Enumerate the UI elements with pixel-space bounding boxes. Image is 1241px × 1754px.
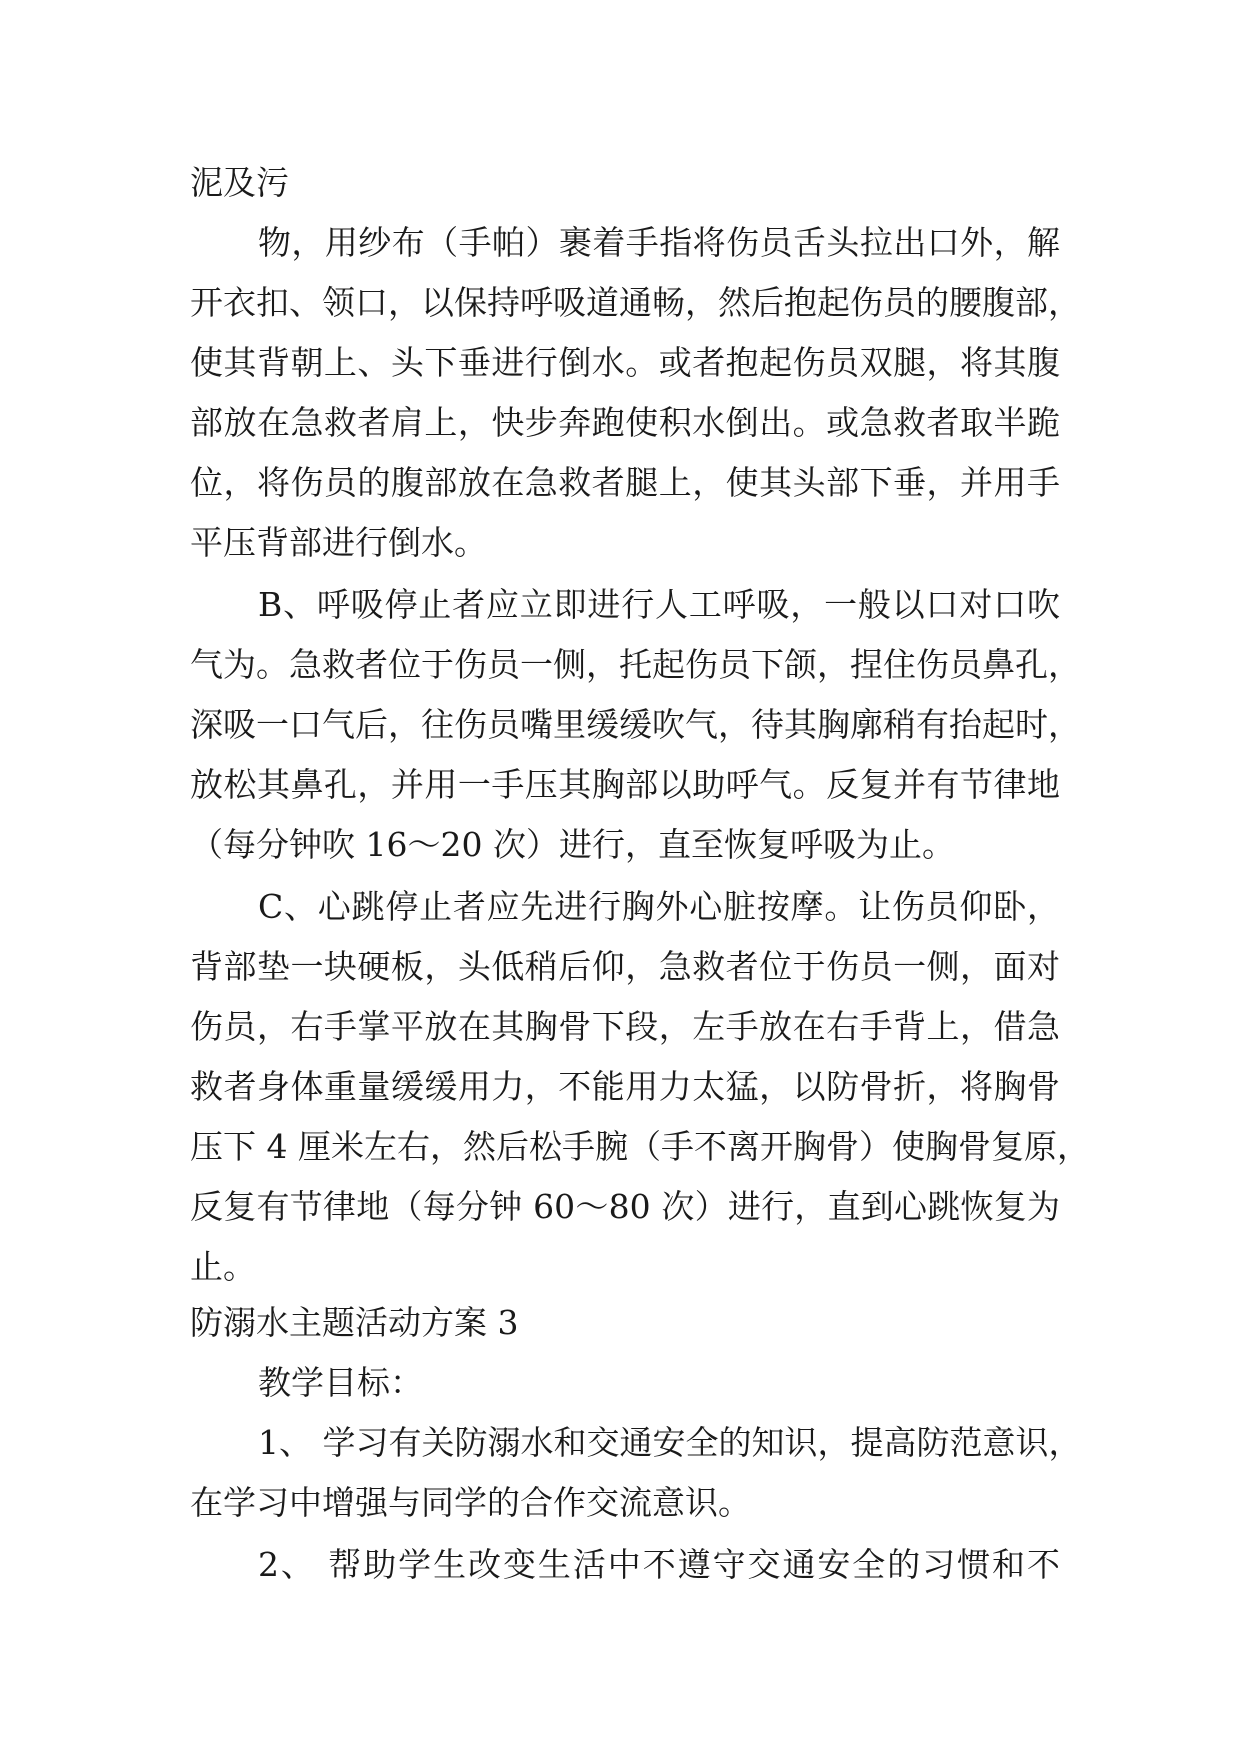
text-line-11: 放松其鼻孔，并用一手压其胸部以助呼气。反复并有节律地 [190, 765, 1060, 804]
text-line-2: 物，用纱布（手帕）裹着手指将伤员舌头拉出口外，解 [258, 223, 1060, 262]
text-line-17: 压下 4 厘米左右，然后松手腕（手不离开胸骨）使胸骨复原， [190, 1127, 1090, 1166]
text-line-8: B、呼吸停止者应立即进行人工呼吸，一般以口对口吹 [258, 585, 1060, 624]
text-line-1: 泥及污 [190, 163, 289, 202]
text-line-10: 深吸一口气后，往伤员嘴里缓缓吹气，待其胸廓稍有抬起时， [190, 705, 1081, 744]
text-line-16: 救者身体重量缓缓用力，不能用力太猛，以防骨折，将胸骨 [190, 1067, 1060, 1106]
text-line-21: 教学目标： [258, 1363, 423, 1402]
text-line-9: 气为。急救者位于伤员一侧，托起伤员下颌，捏住伤员鼻孔， [190, 645, 1081, 684]
text-line-7: 平压背部进行倒水。 [190, 523, 487, 562]
text-line-22: 1、 学习有关防溺水和交通安全的知识，提高防范意识， [258, 1423, 1082, 1462]
text-line-4: 使其背朝上、头下垂进行倒水。或者抱起伤员双腿，将其腹 [190, 343, 1060, 382]
text-line-15: 伤员，右手掌平放在其胸骨下段，左手放在右手背上，借急 [190, 1007, 1060, 1046]
text-line-13: C、心跳停止者应先进行胸外心脏按摩。让伤员仰卧， [258, 887, 1060, 926]
text-line-3: 开衣扣、领口，以保持呼吸道通畅，然后抱起伤员的腰腹部， [190, 283, 1081, 322]
text-line-24: 2、 帮助学生改变生活中不遵守交通安全的习惯和不 [258, 1545, 1060, 1584]
text-line-18: 反复有节律地（每分钟 60～80 次）进行，直到心跳恢复为 [190, 1187, 1060, 1226]
section-heading: 防溺水主题活动方案 3 [190, 1303, 519, 1342]
text-line-23: 在学习中增强与同学的合作交流意识。 [190, 1483, 751, 1522]
text-line-12: （每分钟吹 16～20 次）进行，直至恢复呼吸为止。 [190, 825, 955, 864]
text-line-6: 位，将伤员的腹部放在急救者腿上，使其头部下垂，并用手 [190, 463, 1060, 502]
text-line-5: 部放在急救者肩上，快步奔跑使积水倒出。或急救者取半跪 [190, 403, 1060, 442]
text-line-14: 背部垫一块硬板，头低稍后仰，急救者位于伤员一侧，面对 [190, 947, 1060, 986]
text-line-19: 止。 [190, 1247, 256, 1286]
